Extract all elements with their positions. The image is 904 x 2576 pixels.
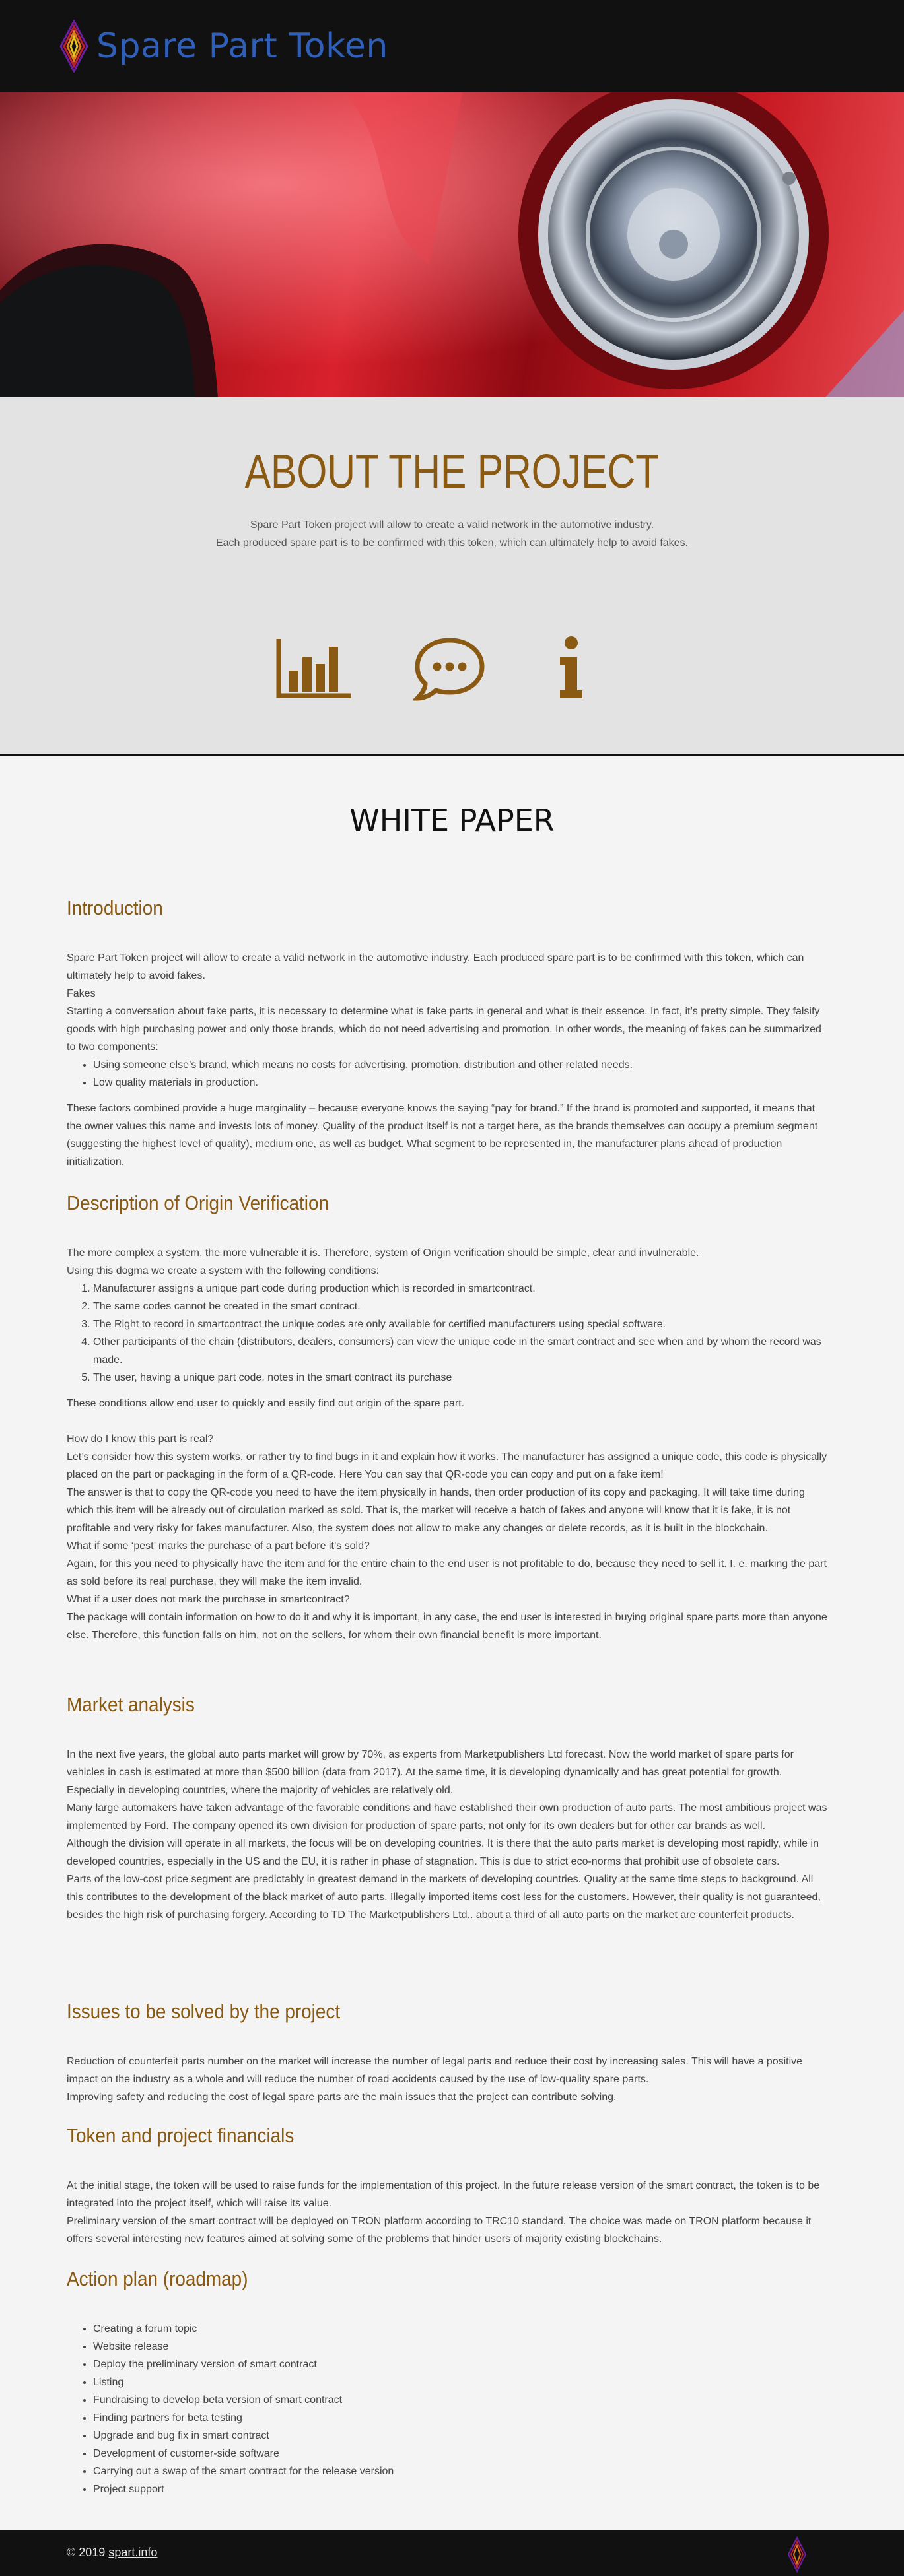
faq-answer-3: Again, for this you need to physically have the item and for the entire chain to the end user is not profitable to do, because they need to sell it. I. e. marking the part as sold before its real purchase, they will make the item invalid. — [67, 1558, 827, 1587]
financials-paragraph-2: Preliminary version of the smart contract will be deployed on TRON platform according to TRC10 standard. The choice was made on TRON platform because it offers several interesting new features aimed at solving some of the problems that hinder users of majority existing blockchains. — [67, 2216, 812, 2245]
feature-icons — [0, 635, 904, 708]
list-item: • Deploy the preliminary version of smart contract — [93, 2356, 829, 2373]
origin-paragraph-2: Using this dogma we create a system with the following conditions: — [67, 1265, 380, 1276]
origin-verification-heading: Description of Origin Verification — [67, 1191, 329, 1214]
diamond-logo-icon[interactable] — [787, 2536, 807, 2573]
info-icon[interactable] — [555, 635, 588, 701]
site-footer — [0, 2530, 904, 2576]
introduction-section — [67, 896, 829, 1171]
brand-name: Spare Part Token — [96, 26, 388, 66]
about-description — [0, 516, 904, 552]
issues-section — [67, 2000, 829, 2106]
list-item: • Listing — [93, 2373, 829, 2391]
list-item: 3. The Right to record in smartcontract the unique codes are only available for certified manufacturers using special software. — [93, 1315, 829, 1333]
copyright-text: © 2019 — [67, 2546, 109, 2559]
list-item: • Website release — [93, 2338, 829, 2356]
list-item: 2. The same codes cannot be created in the smart contract. — [93, 1298, 829, 1315]
fakes-components-list — [67, 1056, 829, 1092]
list-item: • Carrying out a swap of the smart contract for the release version — [93, 2462, 829, 2480]
introduction-paragraph: Spare Part Token project will allow to create a valid network in the automotive industry. Each produced spare part is to be confirmed with this token, which can ultimately help to avoid fakes. — [67, 952, 804, 981]
list-item: • Using someone else’s brand, which means no costs for advertising, promotion, distribution and other related needs. — [93, 1056, 829, 1074]
financials-heading: Token and project financials — [67, 2124, 295, 2147]
list-item: • Finding partners for beta testing — [93, 2409, 829, 2427]
faq-answer-1: Let’s consider how this system works, or rather try to find bugs in it and explain how it works. The manufacturer has assigned a unique code, this code is physically placed on the part or packaging in the form of a QR-code. Here You can say that QR-code you can copy and put on a fake item! — [67, 1451, 827, 1480]
diamond-logo-icon — [59, 20, 88, 73]
fakes-paragraph: Starting a conversation about fake parts, it is necessary to determine what is fake parts in general and what is their essence. In fact, it’s pretty simple. They falsify goods with high purchasing power and only those brands, which do not need advertising and promotion. In other words, the meaning of fakes can be summarized to two components: — [67, 1006, 821, 1053]
faq-answer-4: The package will contain information on how to do it and why it is important, in any case, the end user is interested in buying original spare parts more than anyone else. Therefore, this function falls on him, not on the sellers, for whom their own financial benefit is more important. — [67, 1612, 827, 1641]
list-item: 4. Other participants of the chain (distributors, dealers, consumers) can view the unique code in the smart contract and see when and by whom the record was made. — [93, 1333, 829, 1369]
list-item: • Project support — [93, 2480, 829, 2498]
site-header — [0, 0, 904, 92]
roadmap-section — [67, 2267, 829, 2498]
list-item: • Low quality materials in production. — [93, 1074, 829, 1092]
introduction-heading: Introduction — [67, 896, 163, 919]
market-paragraph-1: In the next five years, the global auto parts market will grow by 70%, as experts from Marketpublishers Ltd forecast. Now the world market of spare parts for vehicles in cash is estimated at more than $500 billion (data from 2017). At the same time, it is developing dynamically and has great potential for growth. Especially in developing countries, where the majority of vehicles are relatively old. — [67, 1749, 794, 1796]
list-item: 1. Manufacturer assigns a unique part code during production which is recorded in smartcontract. — [93, 1280, 829, 1298]
bar-chart-icon[interactable] — [275, 635, 354, 701]
issues-paragraph-2: Improving safety and reducing the cost of legal spare parts are the main issues that the project can contribute solving. — [67, 2092, 617, 2103]
list-item: • Fundraising to develop beta version of smart contract — [93, 2391, 829, 2409]
white-paper-title: WHITE PAPER — [349, 803, 555, 838]
faq-answer-2: The answer is that to copy the QR-code you need to have the item physically in hands, then order production of its copy and packaging. It will take time during which this item will be already out of circulation marked as sold. That is, the market will receive a batch of fakes and anyone will know that it is fake, it is not profitable and very risky for fakes manufacturer. Also, the system does not allow to make any changes or delete records, as it is built in the blockchain. — [67, 1487, 805, 1534]
origin-conditions-list — [67, 1280, 829, 1387]
about-section — [0, 397, 904, 756]
fakes-label: Fakes — [67, 988, 96, 999]
marginality-paragraph: These factors combined provide a huge marginality – because everyone knows the saying “pay for brand.” If the brand is promoted and supported, it means that the owner values this name and invests lots of money. Quality of the product itself is not a target here, as the brands themselves can occupy a premium segment (suggesting the highest level of quality), medium one, as well as budget. What segment to be represented in, the manufacturer plans ahead of production initialization. — [67, 1103, 818, 1168]
list-item: • Development of customer-side software — [93, 2445, 829, 2462]
list-item: 5. The user, having a unique part code, notes in the smart contract its purchase — [93, 1369, 829, 1387]
origin-verification-section — [67, 1191, 829, 1644]
issues-heading: Issues to be solved by the project — [67, 2000, 341, 2023]
financials-paragraph-1: At the initial stage, the token will be used to raise funds for the implementation of this project. In the future release version of the smart contract, the token is to be integrated into the project itself, which will raise its value. — [67, 2180, 820, 2209]
faq-question-3: What if a user does not mark the purchase in smartcontract? — [67, 1594, 350, 1605]
market-analysis-section — [67, 1693, 829, 1924]
financials-section — [67, 2124, 829, 2248]
market-analysis-heading: Market analysis — [67, 1693, 195, 1716]
copyright — [67, 2546, 157, 2559]
about-desc-line-1: Spare Part Token project will allow to create a valid network in the automotive industry. — [250, 519, 654, 531]
brand[interactable] — [59, 20, 388, 73]
issues-paragraph-1: Reduction of counterfeit parts number on the market will increase the number of legal parts and reduce their cost by increasing sales. This will have a positive impact on the industry as a whole and will reduce the number of road accidents caused by the use of low-quality spare parts. — [67, 2056, 803, 2085]
site-link[interactable]: spart.info — [108, 2546, 158, 2559]
about-desc-line-2: Each produced spare part is to be confirmed with this token, which can ultimately help to avoid fakes. — [215, 537, 689, 548]
market-paragraph-3: Although the division will operate in all markets, the focus will be on developing countries. It is there that the auto parts market is developing most rapidly, while in developed countries, especially in the US and the EU, it is rather in phase of stagnation. This is due to strict eco-norms that prohibit use of obsolete cars. — [67, 1838, 819, 1867]
list-item: • Upgrade and bug fix in smart contract — [93, 2427, 829, 2445]
faq-question-2: What if some ‘pest’ marks the purchase of a part before it’s sold? — [67, 1540, 370, 1552]
hero-image — [0, 92, 904, 397]
market-paragraph-2: Many large automakers have taken advantage of the favorable conditions and have established their own production of auto parts. The most ambitious project was implemented by Ford. The company opened its own division for production of spare parts, not only for its own dealers but for other car brands as well. — [67, 1802, 827, 1832]
list-item: • Creating a forum topic — [93, 2320, 829, 2338]
origin-paragraph-3: These conditions allow end user to quickly and easily find out origin of the spare part. — [67, 1398, 465, 1409]
about-title: ABOUT THE PROJECT — [244, 446, 660, 498]
market-paragraph-4: Parts of the low-cost price segment are predictably in greatest demand in the markets of developing countries. Quality at the same time steps to background. All this contributes to the development of the black market of auto parts. Illegally imported items cost less for the customers. However, their quality is not guaranteed, besides the high risk of purchasing forgery. According to TD The Marketpublishers Ltd.. about a third of all auto parts on the market are counterfeit products. — [67, 1874, 821, 1921]
roadmap-heading: Action plan (roadmap) — [67, 2267, 248, 2290]
speech-bubble-icon[interactable] — [413, 635, 486, 701]
origin-paragraph-1: The more complex a system, the more vulnerable it is. Therefore, system of Origin verification should be simple, clear and invulnerable. — [67, 1247, 699, 1259]
roadmap-list — [67, 2320, 829, 2498]
faq-question-1: How do I know this part is real? — [67, 1434, 214, 1445]
